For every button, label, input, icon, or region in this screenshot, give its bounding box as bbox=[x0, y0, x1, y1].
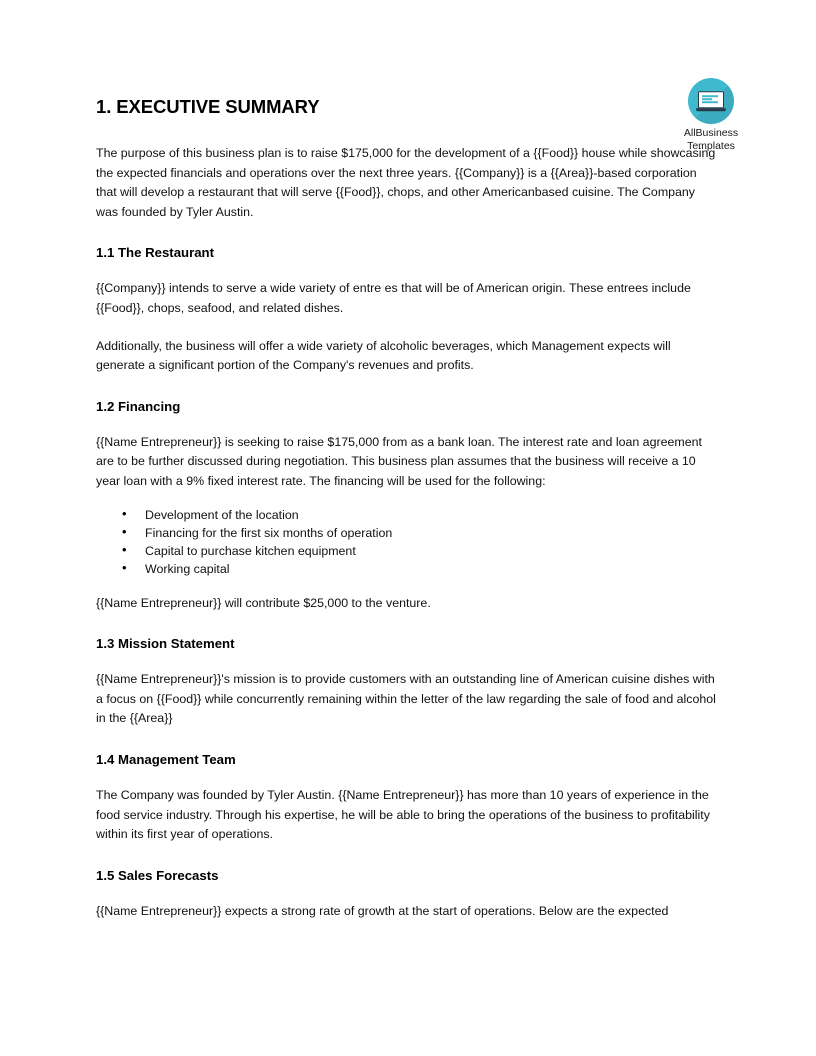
intro-paragraph: The purpose of this business plan is to raise $175,000 for the development of a {{Food}} house while showcasing the expected financials and operations over the next three years. {{Company}} is a {{Area}}-based corporation that will develop a restaurant that will serve {{Food}}, chops, and other Americanbased cuisine. The Company was founded by Tyler Austin. bbox=[96, 146, 716, 219]
section-heading-sales-forecasts: 1.5 Sales Forecasts bbox=[96, 867, 219, 883]
document-body bbox=[96, 96, 720, 921]
logo-text-line-2: Templates bbox=[687, 139, 735, 152]
section-heading-restaurant: 1.1 The Restaurant bbox=[96, 245, 214, 261]
section-paragraph: Additionally, the business will offer a wide variety of alcoholic beverages, which Management expects will generate a significant portion of the Company's revenues and profits. bbox=[96, 338, 671, 373]
list-item: • Financing for the first six months of operation bbox=[96, 524, 720, 542]
list-item: • Development of the location bbox=[96, 506, 720, 524]
section-heading-management-team: 1.4 Management Team bbox=[96, 751, 236, 767]
financing-use-list bbox=[96, 506, 720, 578]
list-item: • Capital to purchase kitchen equipment bbox=[96, 542, 720, 560]
section-paragraph: The Company was founded by Tyler Austin. {{Name Entrepreneur}} has more than 10 years of experience in the food service industry. Through his expertise, he will be able to bring the operations of the business to profitability within its first year of operations. bbox=[96, 787, 710, 842]
section-heading-financing: 1.2 Financing bbox=[96, 398, 181, 414]
section-paragraph: {{Name Entrepreneur}} will contribute $25,000 to the venture. bbox=[96, 595, 431, 610]
section-paragraph: {{Name Entrepreneur}} expects a strong rate of growth at the start of operations. Below are the expected bbox=[96, 903, 669, 918]
section-heading-mission-statement: 1.3 Mission Statement bbox=[96, 636, 235, 652]
list-item: • Working capital bbox=[96, 560, 720, 578]
section-paragraph: {{Name Entrepreneur}}'s mission is to provide customers with an outstanding line of American cuisine dishes with a focus on {{Food}} while concurrently remaining within the letter of the law regarding the sale of food and alcohol in the {{Area}} bbox=[96, 672, 716, 726]
logo-text-line-1: AllBusiness bbox=[683, 127, 739, 139]
section-paragraph: {{Company}} intends to serve a wide variety of entre es that will be of American origin. These entrees include {{Food}}, chops, seafood, and related dishes. bbox=[96, 281, 691, 315]
page-title: 1. EXECUTIVE SUMMARY bbox=[96, 96, 320, 117]
section-paragraph: {{Name Entrepreneur}} is seeking to raise $175,000 from as a bank loan. The interest rate and loan agreement are to be further discussed during negotiation. This business plan assumes that the business will receive a 10 year loan with a 9% fixed interest rate. The financing will be used for the following: bbox=[96, 434, 702, 488]
